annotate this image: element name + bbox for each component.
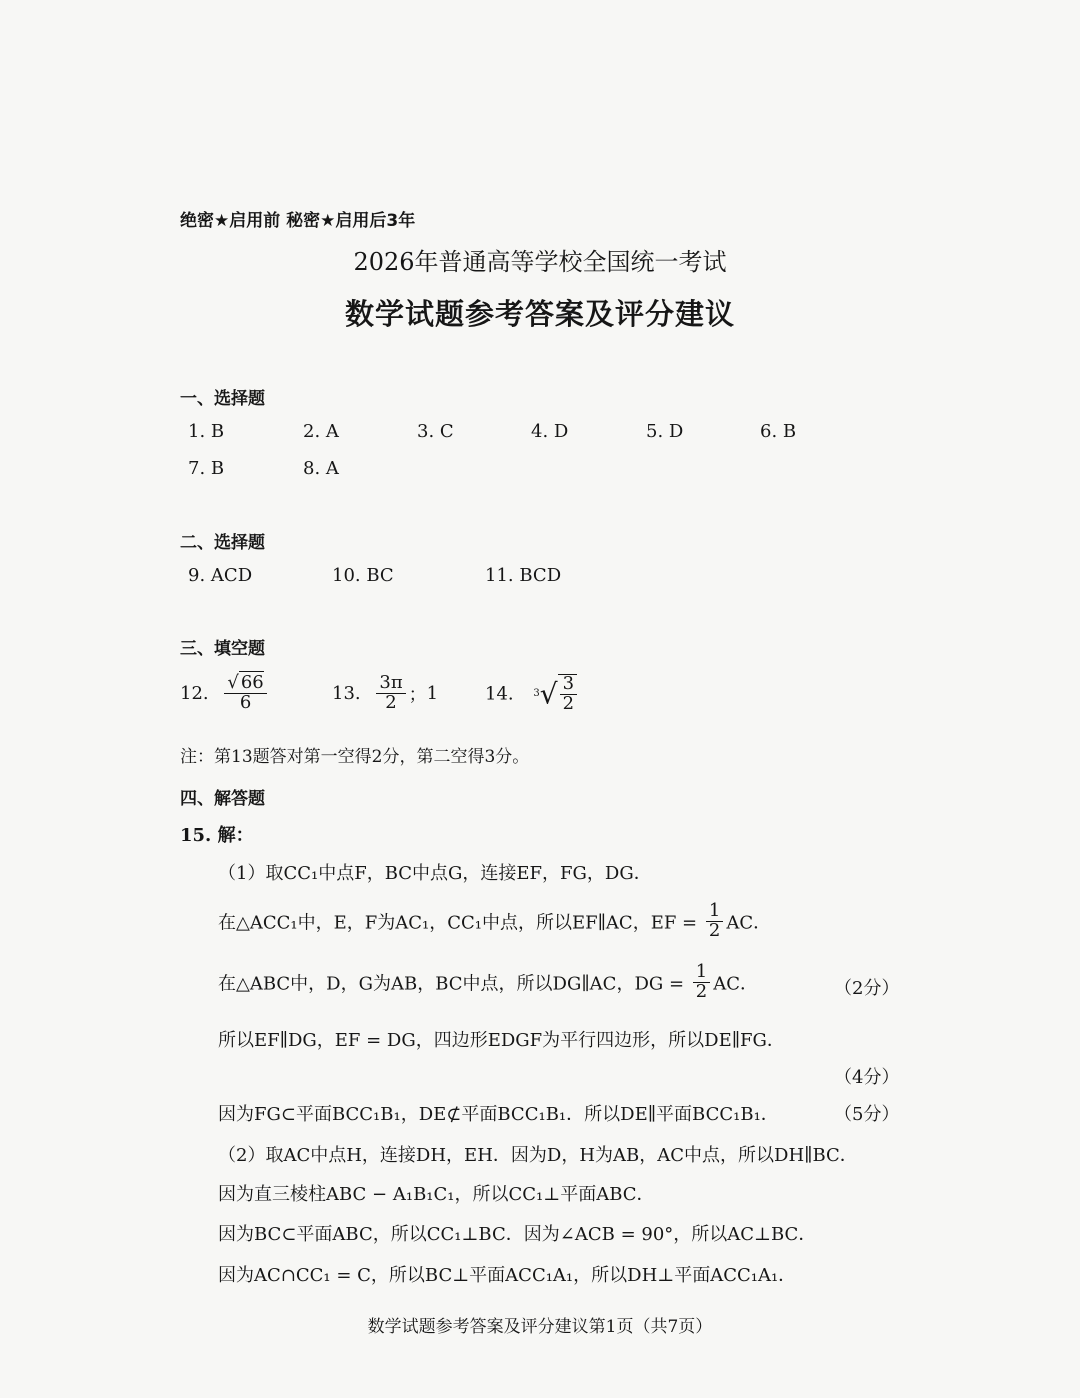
answer-item: 1. B [188, 421, 225, 442]
answer-item: 2. A [303, 421, 339, 442]
answer-q13: 13. $\frac{3\pi}{2}$ ；1 [332, 672, 439, 713]
document-title: 数学试题参考答案及评分建议 [344, 297, 735, 331]
answer-item: 11. BCD [485, 565, 562, 586]
answer-item: 4. D [531, 421, 569, 442]
solution-line: 因为AC∩CC₁ = C，所以BC⊥平面ACC₁A₁，所以DH⊥平面ACC₁A₁． [218, 1265, 797, 1286]
exam-title: 2026年普通高等学校全国统一考试 [353, 248, 727, 276]
solution-line: （2）取AC中点H，连接DH，EH．因为D，H为AB，AC中点，所以DH∥BC． [218, 1145, 858, 1166]
scoring-note: 注：第13题答对第一空得2分，第二空得3分。 [180, 747, 530, 767]
solution-line: 在△ABC中，D，G为AB，BC中点，所以DG∥AC，DG = $\frac{1}{2}$ AC． [218, 961, 759, 1002]
points-label: （5分） [834, 1104, 900, 1125]
solution-line: （1）取CC₁中点F，BC中点G，连接EF，FG，DG． [218, 863, 652, 884]
answer-q14: 14. 3√ $\frac{3}{2}$ [485, 674, 580, 714]
solution-line: 所以EF∥DG，EF = DG，四边形EDGF为平行四边形，所以DE∥FG． [218, 1030, 785, 1051]
secrecy-label: 绝密★启用前 秘密★启用后3年 [180, 211, 416, 231]
solution-line: 因为BC⊂平面ABC，所以CC₁⊥BC．因为∠ACB = 90°，所以AC⊥BC． [218, 1224, 817, 1245]
answer-item: 5. D [646, 421, 684, 442]
answer-item: 8. A [303, 458, 339, 479]
section-heading-choice: 一、选择题 [180, 389, 265, 409]
q15-label: 15. 解： [180, 825, 254, 846]
answer-q12: 12. $\frac{√ 66}{6}$ [180, 674, 270, 713]
solution-line: 因为直三棱柱ABC − A₁B₁C₁，所以CC₁⊥平面ABC． [218, 1184, 655, 1205]
section-heading-multi-choice: 二、选择题 [180, 533, 265, 553]
points-label: （4分） [834, 1067, 900, 1088]
solution-line: 因为FG⊂平面BCC₁B₁，DE⊄平面BCC₁B₁．所以DE∥平面BCC₁B₁． [218, 1104, 779, 1125]
answer-item: 3. C [417, 421, 454, 442]
answer-item: 9. ACD [188, 565, 253, 586]
answer-item: 10. BC [332, 565, 394, 586]
section-heading-solutions: 四、解答题 [180, 789, 265, 809]
points-label: （2分） [834, 978, 900, 999]
answer-item: 6. B [760, 421, 797, 442]
solution-line: 在△ACC₁中，E，F为AC₁，CC₁中点，所以EF∥AC，EF = $\frac{1}{2}$ AC． [218, 900, 772, 941]
page-footer: 数学试题参考答案及评分建议第1页（共7页） [367, 1317, 713, 1337]
section-heading-fill-in: 三、填空题 [180, 639, 265, 659]
answer-item: 7. B [188, 458, 225, 479]
